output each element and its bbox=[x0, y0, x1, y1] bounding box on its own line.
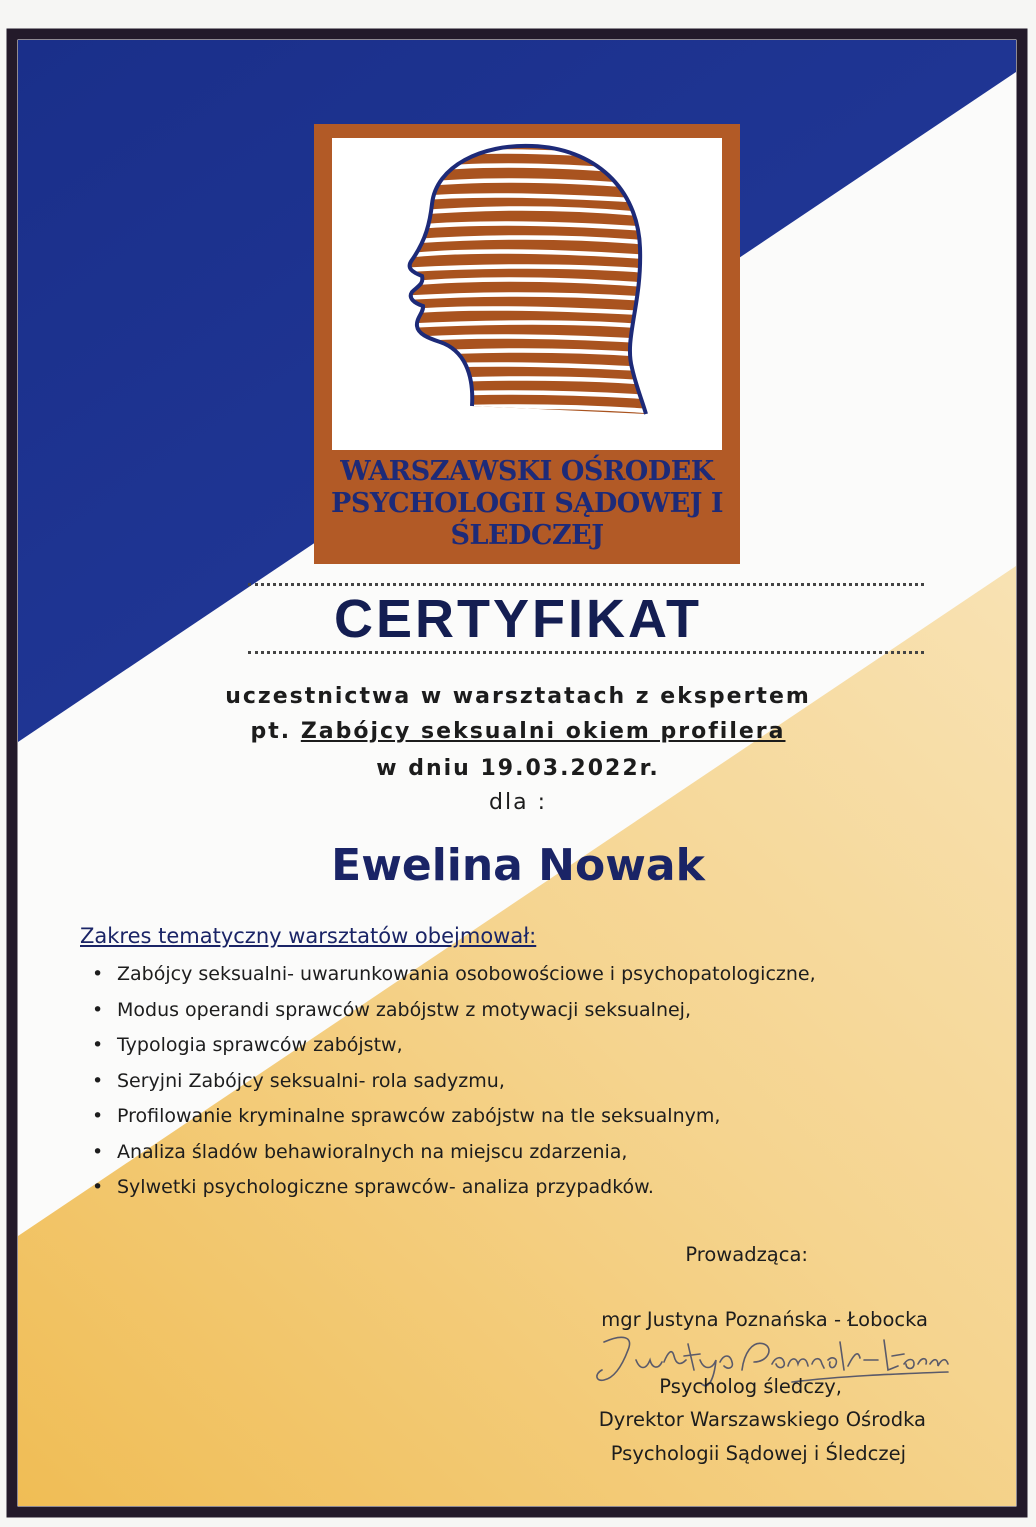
lecturer-role: Psycholog śledczy, bbox=[659, 1375, 842, 1398]
list-item: • Analiza śladów behawioralnych na miejscu zdarzenia, bbox=[92, 1136, 972, 1172]
lecturer-position: Dyrektor Warszawskiego Ośrodka bbox=[598, 1408, 926, 1431]
lecturer-institution: Psychologii Sądowej i Śledczej bbox=[610, 1442, 906, 1465]
lecturer-label: Prowadząca: bbox=[685, 1243, 808, 1266]
certificate-title: CERTYFIKAT bbox=[334, 589, 702, 649]
list-item: • Profilowanie kryminalne sprawców zabójstw na tle seksualnym, bbox=[92, 1100, 972, 1136]
lecturer-name: mgr Justyna Poznańska - Łobocka bbox=[601, 1308, 928, 1331]
list-item: • Modus operandi sprawców zabójstw z motywacji seksualnej, bbox=[92, 994, 972, 1030]
topic-list bbox=[92, 958, 972, 1207]
dotted-divider-top bbox=[248, 583, 924, 586]
recipient-name: Ewelina Nowak bbox=[331, 840, 705, 891]
logo-text-line: WARSZAWSKI OŚRODEK bbox=[340, 456, 714, 487]
fingerprint-head-icon bbox=[332, 138, 722, 450]
workshop-line bbox=[0, 719, 1036, 744]
logo-text bbox=[314, 456, 740, 552]
logo-text-line: ŚLEDCZEJ bbox=[450, 520, 604, 551]
dotted-divider-bottom bbox=[248, 651, 924, 654]
logo-image-area bbox=[332, 138, 722, 450]
date-line: w dniu 19.03.2022r. bbox=[376, 756, 660, 781]
list-item: • Sylwetki psychologiczne sprawców- analiza przypadków. bbox=[92, 1171, 972, 1207]
list-item: • Zabójcy seksualni- uwarunkowania osobowościowe i psychopatologiczne, bbox=[92, 958, 972, 994]
institute-logo bbox=[314, 124, 740, 564]
workshop-prefix: pt. bbox=[250, 719, 292, 744]
logo-text-line: PSYCHOLOGII SĄDOWEJ I bbox=[331, 488, 723, 519]
workshop-topic: Zabójcy seksualni okiem profilera bbox=[300, 719, 786, 744]
scope-heading: Zakres tematyczny warsztatów obejmował: bbox=[80, 924, 537, 948]
for-label: dla : bbox=[489, 790, 547, 815]
list-item: • Seryjni Zabójcy seksualni- rola sadyzmu, bbox=[92, 1065, 972, 1101]
list-item: • Typologia sprawców zabójstw, bbox=[92, 1029, 972, 1065]
participation-line: uczestnictwa w warsztatach z ekspertem bbox=[225, 684, 811, 709]
